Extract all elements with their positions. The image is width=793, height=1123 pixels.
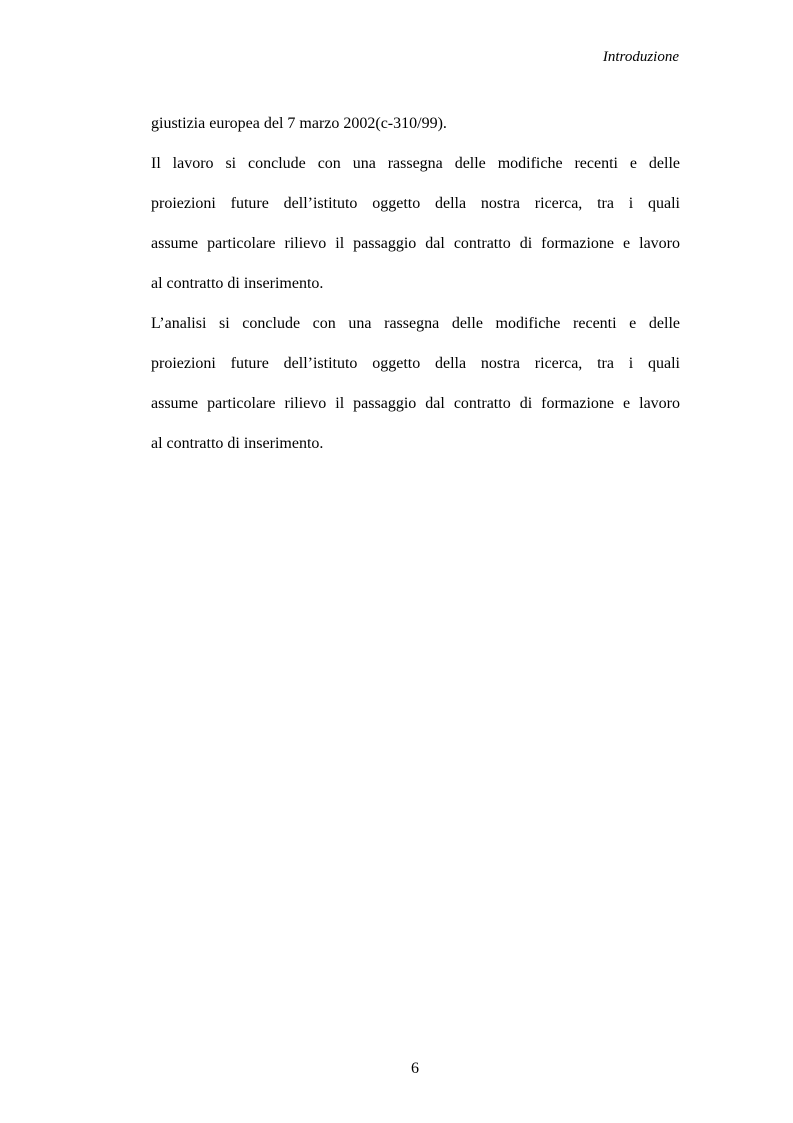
text-line: L’analisi si conclude con una rassegna delle modifiche recenti e delle <box>151 315 680 332</box>
body-text <box>151 114 680 474</box>
text-line: assume particolare rilievo il passaggio dal contratto di formazione e lavoro <box>151 235 680 252</box>
text-line: proiezioni future dell’istituto oggetto della nostra ricerca, tra i quali <box>151 195 680 212</box>
text-line: al contratto di inserimento. <box>151 435 324 452</box>
page-number: 6 <box>411 1060 419 1077</box>
running-header-section-title: Introduzione <box>602 49 679 65</box>
text-line: al contratto di inserimento. <box>151 275 324 292</box>
text-line: proiezioni future dell’istituto oggetto della nostra ricerca, tra i quali <box>151 355 680 372</box>
text-line: assume particolare rilievo il passaggio dal contratto di formazione e lavoro <box>151 395 680 412</box>
text-line: Il lavoro si conclude con una rassegna delle modifiche recenti e delle <box>151 155 680 172</box>
text-line: giustizia europea del 7 marzo 2002(c-310/99). <box>151 115 447 132</box>
